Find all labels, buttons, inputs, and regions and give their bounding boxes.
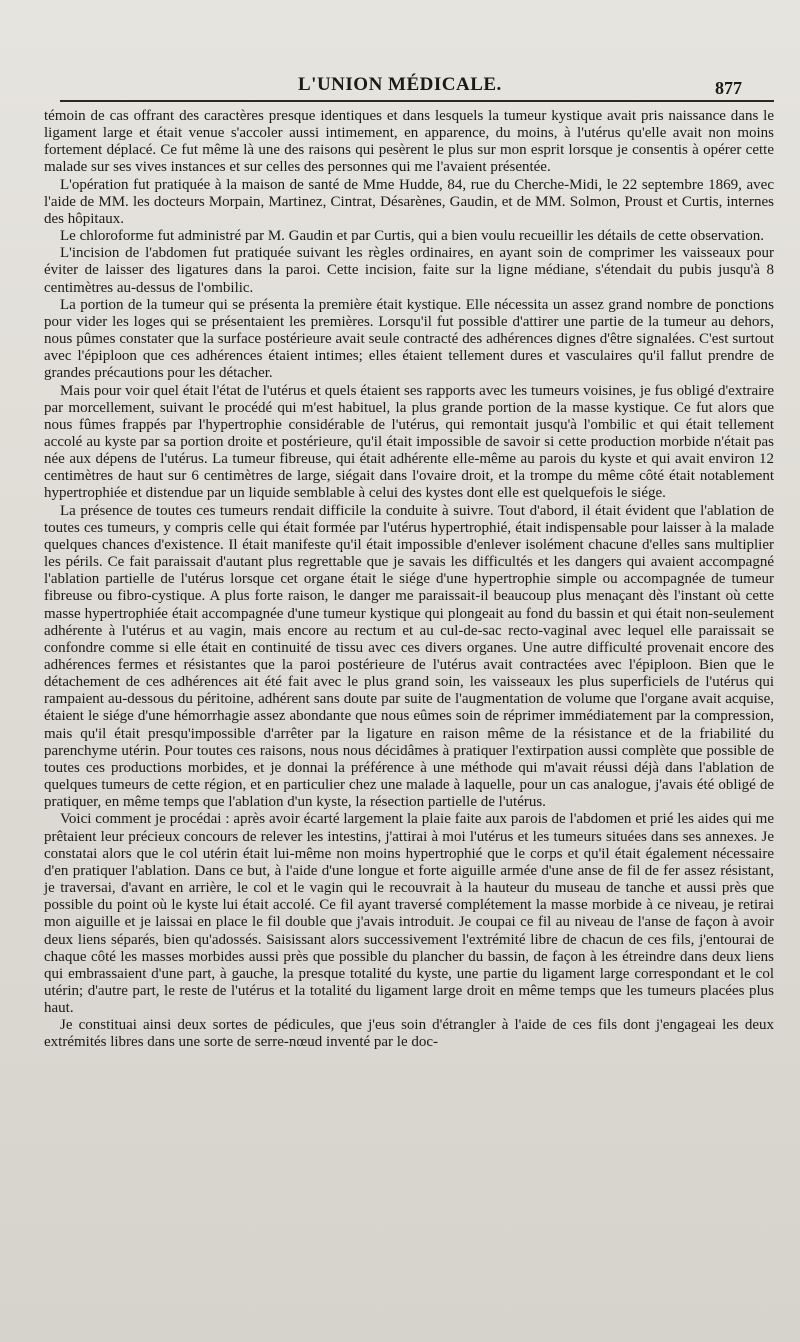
page-number: 877 (715, 78, 742, 98)
paragraph: témoin de cas offrant des caractères presque identiques et dans lesquels la tumeur kystique avait pris naissance dans le ligament large et était venue s'accoler aussi intimement, en apparence, du moins, à l'utérus qu'elle avait non moins fortement déplacé. Ce fut même là une des raisons qui pesèrent le plus sur mon esprit lorsque je consentis à opérer cette malade sur ses vives instances et sur celles des personnes qui me l'avaient présentée. (44, 108, 774, 176)
paragraph: Mais pour voir quel était l'état de l'utérus et quels étaient ses rapports avec les tumeurs voisines, je fus obligé d'extraire par morcellement, suivant le procédé qui m'est habituel, la plus grande portion de la masse kystique. Ce fut alors que nous fûmes frappés par l'hypertrophie considérable de l'utérus, qui remontait jusqu'à l'ombilic et qui était tellement accolé au kyste par sa portion droite et postérieure, qu'il était impossible de savoir si cette production morbide n'était pas née aux dépens de l'utérus. La tumeur fibreuse, qui était adhérente elle-même au parois du kyste et qui avait environ 12 centimètres de haut sur 6 centimètres de large, siégait dans l'ovaire droit, et la trompe du même côté était notablement hypertrophiée et distendue par un liquide semblable à celui des kystes dont elle est quelquefois le siége. (44, 382, 774, 502)
page-header (48, 70, 772, 100)
paragraph: La présence de toutes ces tumeurs rendait difficile la conduite à suivre. Tout d'abord, il était évident que l'ablation de toutes ces tumeurs, y compris celle qui était formée par l'utérus hypertrophié, était indispensable pour laisser à la malade quelques chances d'existence. Il était manifeste qu'il était impossible d'enlever isolément chacune d'elles sans multiplier les périls. Ce fait paraissait d'autant plus regrettable que je savais les difficultés et les dangers qui avaient accompagné l'ablation partielle de l'utérus lorsque cet organe était le siége d'une hypertrophie simple ou accompagnée de tumeur fibreuse ou fibro-cystique. A plus forte raison, le danger me paraissait-il beaucoup plus menaçant dès l'instant où cette masse hypertrophiée était accompagnée d'une tumeur kystique qui plongeait au fond du bassin et qui était non-seulement adhérente à l'utérus et au vagin, mais encore au rectum et au cul-de-sac recto-vaginal avec lequel elle paraissait se confondre comme si elle était en continuité de tissu avec ces divers organes. Une autre difficulté provenait encore des adhérences fermes et résistantes que la paroi postérieure de l'utérus avait contractées avec l'épiploon. Bien que le détachement de ces adhérences ait été fait avec le plus grand soin, les vaisseaux les plus superficiels de l'utérus qui rampaient au-dessous du péritoine, adhérent sans doute par suite de l'augmentation de volume que l'organe avait acquise, étaient le siége d'une hémorrhagie assez abondante que nous eûmes soin de réprimer immédiatement par la compression, mais qu'il était presqu'impossible d'arrêter par la ligature en raison même de la résistance et de la friabilité du parenchyme utérin. Pour toutes ces raisons, nous nous décidâmes à pratiquer l'extirpation aussi complète que possible de toutes ces productions morbides, et je donnai la préférence à une méthode qui m'avait réussi déjà dans l'ablation de quelques tumeurs de cette région, et en particulier chez une malade à laquelle, pour un cas analogue, j'avais été obligé de pratiquer, en même temps que l'ablation d'un kyste, la résection partielle de l'utérus. (44, 502, 774, 811)
running-title: L'UNION MÉDICALE. (298, 74, 502, 95)
paragraph: Voici comment je procédai : après avoir écarté largement la plaie faite aux parois de l'abdomen et prié les aides qui me prêtaient leur précieux concours de relever les intestins, j'attirai à moi l'utérus et les tumeurs situées dans ses annexes. Je constatai alors que le col utérin était lui-même non moins hypertrophié que le corps et qu'il était également nécessaire d'en pratiquer l'ablation. Dans ce but, à l'aide d'une longue et forte aiguille armée d'une anse de fil de fer assez résistant, je traversai, d'avant en arrière, le col et le vagin qui le recouvrait à la hauteur du museau de tanche et aussi près que possible du point où le kyste lui était accolé. Ce fil ayant traversé complétement la masse morbide à ce niveau, je retirai mon aiguille et je laissai en place le fil double que j'avais introduit. Je coupai ce fil au niveau de l'anse de façon à avoir deux liens séparés, bien qu'adossés. Saisissant alors successivement l'extrémité libre de chacun de ces fils, j'entourai de chaque côté les masses morbides aussi près que possible du plancher du bassin, de façon à les étreindre dans deux liens qui embrassaient d'une part, à gauche, la presque totalité du kyste, une partie du ligament large correspondant et le col utérin; d'autre part, le reste de l'utérus et la totalité du ligament large droit en même temps que les tumeurs placées plus haut. (44, 811, 774, 1017)
paragraph: Je constituai ainsi deux sortes de pédicules, que j'eus soin d'étrangler à l'aide de ces fils dont j'engageai les deux extrémités libres dans une sorte de serre-nœud inventé par le doc- (44, 1017, 774, 1051)
paragraph: Le chloroforme fut administré par M. Gaudin et par Curtis, qui a bien voulu recueillir les détails de cette observation. (60, 228, 764, 245)
body-text (44, 108, 774, 1052)
paragraph: La portion de la tumeur qui se présenta la première était kystique. Elle nécessita un assez grand nombre de ponctions pour vider les loges qui se présentaient les premières. Lorsqu'il fut possible d'attirer une partie de la tumeur au dehors, nous pûmes constater que la surface postérieure avait seule contracté des adhérences dignes d'être signalées. C'est surtout avec l'épiploon que ces adhérences étaient intimes; elles étaient tellement dures et vasculaires qu'il fallut prendre de grandes précautions pour les détacher. (44, 296, 774, 382)
paragraph: L'incision de l'abdomen fut pratiquée suivant les règles ordinaires, en ayant soin de comprimer les vaisseaux pour éviter de laisser des ligatures dans la paroi. Cette incision, faite sur la ligne médiane, s'étendait du pubis jusqu'à 8 centimètres au-dessus de l'ombilic. (44, 245, 774, 296)
paragraph: L'opération fut pratiquée à la maison de santé de Mme Hudde, 84, rue du Cherche-Midi, le 22 septembre 1869, avec l'aide de MM. les docteurs Morpain, Martinez, Cintrat, Désarènes, Gaudin, et de MM. Solmon, Proust et Curtis, internes des hôpitaux. (44, 176, 774, 227)
header-rule (60, 100, 774, 102)
